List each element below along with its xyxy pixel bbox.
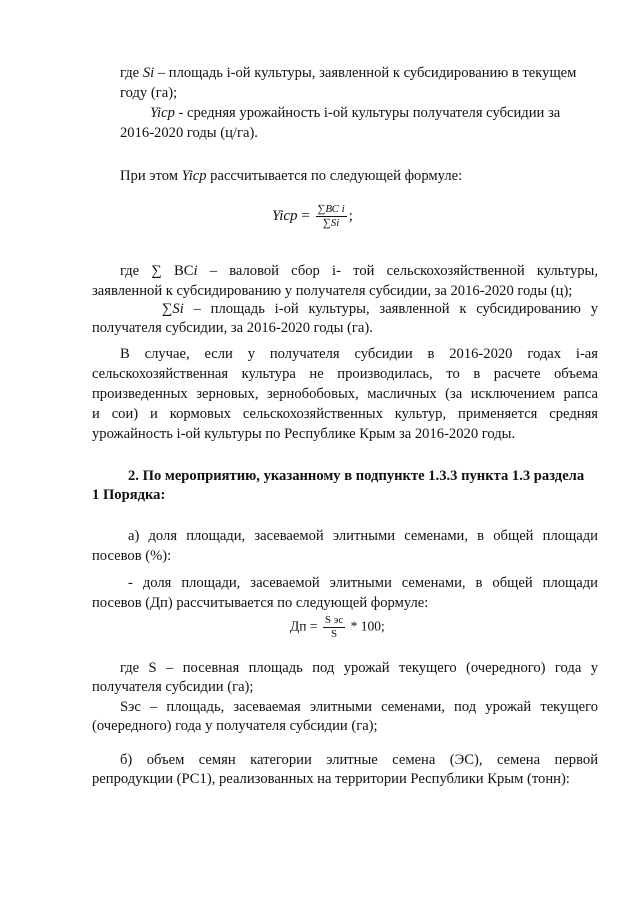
sum-symbol: ∑ ВС [151,263,194,279]
text: – площадь i-ой культуры, заявленной к субсидированию в текущем [154,65,577,81]
text: году (га); [120,85,178,101]
text: получателя субсидии (га); [92,679,254,695]
text: а) доля площади, засеваемой элитными семенами, в общей площади [128,528,598,544]
text-line [120,84,177,102]
text: и сои) и кормовых сельскохозяйственных культур, применяется средняя [92,406,598,422]
formula-equals: = [306,618,321,634]
text-line [120,751,598,769]
formula-lhs: Дп [290,618,307,634]
text: посевов (Дп) рассчитывается по следующей формуле: [92,595,429,611]
variable-si: Si [142,65,155,81]
text-line [92,770,570,788]
formula-denominator: S [330,628,338,640]
formula-fraction [323,614,345,641]
text-line [92,678,253,696]
text: урожайность i-ой культуры по Республике Крым за 2016-2020 годы. [92,426,516,442]
text: рассчитывается по следующей формуле: [206,168,463,184]
text: Sэс – площадь, засеваемая элитными семенами, под урожай текущего [120,699,598,715]
text-line [128,574,598,592]
section-heading [92,486,165,504]
text-line [120,698,598,716]
text: б) объем семян категории элитные семена (ЭС), семена первой [120,752,598,768]
text: где [120,65,143,81]
formula-numerator: S эс [324,614,344,626]
text-line [150,104,560,122]
text-line [92,594,428,612]
text-line [128,527,598,545]
text: В случае, если у получателя субсидии в 2016-2020 годах i-ая [120,346,598,362]
text: получателя субсидии, за 2016-2020 годы (га). [92,320,373,336]
text-line [120,64,576,82]
text: произведенных зерновых, зернобобовых, масличных (за исключением рапса [92,386,598,402]
text: При этом [120,168,182,184]
sum-symbol: ∑ [162,301,173,317]
text-line [92,717,378,735]
text: - доля площади, засеваемой элитными семенами, в общей площади [128,575,598,591]
text-line [92,385,598,403]
text-line [92,547,171,565]
text: - средняя урожайность i-ой культуры получателя субсидии за [174,105,561,121]
formula-tail: ; [348,207,353,224]
text-line [92,365,598,383]
text-line [92,425,515,443]
text-line [92,405,598,423]
section-heading [128,467,584,485]
formula-yicp [272,203,353,230]
variable-yicp: Yicp [181,168,207,184]
text: где [120,263,152,279]
text-line [120,262,598,280]
formula-denominator: ∑Si [322,217,340,229]
formula-dp [290,614,385,641]
text: 2016-2020 годы (ц/га). [120,125,258,141]
variable-i: i [193,263,198,279]
formula-fraction [316,203,347,230]
heading-text: 2. По мероприятию, указанному в подпункте 1.3.3 пункта 1.3 раздела [128,468,585,484]
text-line [120,167,462,185]
text: посевов (%): [92,548,172,564]
formula-equals: = [297,207,314,224]
text-line [120,659,598,677]
heading-text: 1 Порядка: [92,487,166,503]
text: – площадь i-ой культуры, заявленной к субсидированию у [183,301,598,317]
variable-si: Si [172,301,184,317]
text-line [162,300,598,318]
variable-yicp: Yicp [150,105,175,121]
text: где S – посевная площадь под урожай текущего (очередного) года у [120,660,598,676]
formula-lhs: Yicp [272,207,298,224]
formula-numerator: ∑ВС i [317,203,345,215]
text: заявленной к субсидированию у получателя субсидии, за 2016-2020 годы (ц); [92,283,573,299]
text: репродукции (РС1), реализованных на территории Республики Крым (тонн): [92,771,570,787]
text: – валовой сбор i- той сельскохозяйственной культуры, [197,263,598,279]
text-line [92,319,373,337]
text-line [92,282,572,300]
text: сельскохозяйственная культура не производилась, то в расчете объема [92,366,598,382]
text-line [120,124,258,142]
formula-tail: * 100; [347,618,385,634]
text-line [120,345,598,363]
text: (очередного) года у получателя субсидии (га); [92,718,378,734]
